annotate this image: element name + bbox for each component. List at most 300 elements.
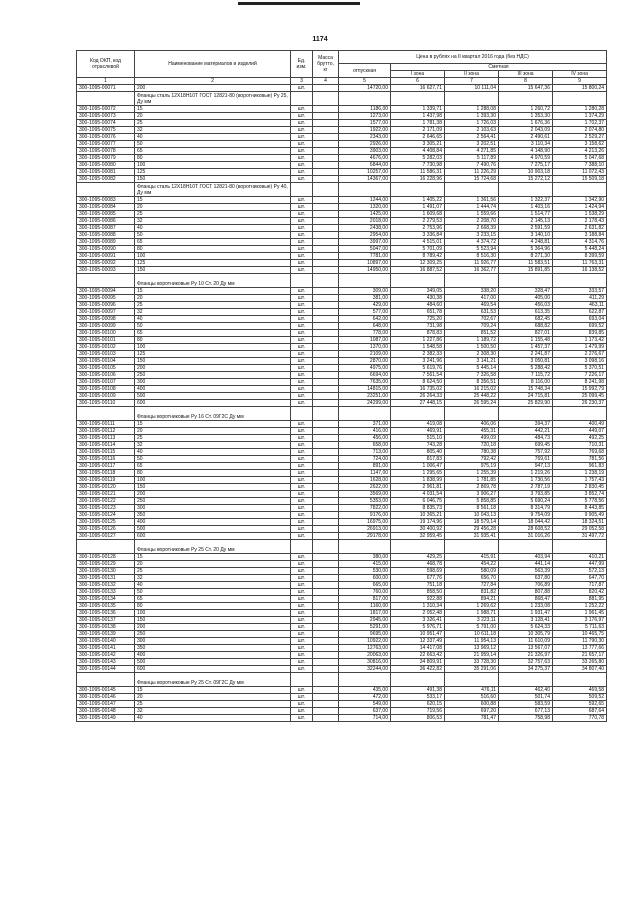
price-release: 7781,00 — [339, 253, 391, 260]
table-row — [77, 260, 607, 267]
row-name: 125 — [135, 351, 291, 358]
price-zone4: 463,11 — [553, 302, 607, 309]
price-zone1: 1 781,38 — [391, 120, 445, 127]
table-row — [77, 715, 607, 722]
price-zone1: 2 171,09 — [391, 127, 445, 134]
top-rule — [238, 2, 360, 5]
table-row — [77, 176, 607, 183]
price-release: 1160,00 — [339, 603, 391, 610]
table-row — [77, 155, 607, 162]
row-mass — [313, 582, 339, 589]
row-mass — [313, 491, 339, 498]
price-zone1: 1 006,47 — [391, 463, 445, 470]
row-code: 300-1095-00088 — [77, 232, 135, 239]
row-code: 300-1095-00077 — [77, 141, 135, 148]
price-zone2: 16 215,02 — [445, 386, 499, 393]
row-name: 300 — [135, 379, 291, 386]
price-zone4: 1 173,42 — [553, 337, 607, 344]
table-row — [77, 211, 607, 218]
col-number: 5 — [339, 78, 391, 85]
price-release: 1273,00 — [339, 113, 391, 120]
price-zone1: 533,17 — [391, 694, 445, 701]
row-code: 300-1095-00102 — [77, 344, 135, 351]
price-zone3: 4 148,90 — [499, 148, 553, 155]
row-name: 350 — [135, 645, 291, 652]
table-row — [77, 204, 607, 211]
price-zone3: 699,45 — [499, 442, 553, 449]
price-zone1: 27 448,15 — [391, 400, 445, 407]
row-unit: шт. — [291, 519, 313, 526]
table-row — [77, 638, 607, 645]
table-row — [77, 246, 607, 253]
price-zone2: 5 523,94 — [445, 246, 499, 253]
price-zone1: 1 295,65 — [391, 470, 445, 477]
price-zone2: 1 269,62 — [445, 603, 499, 610]
row-unit: шт. — [291, 470, 313, 477]
price-zone2: 476,11 — [445, 687, 499, 694]
row-code — [77, 274, 135, 288]
table-row — [77, 113, 607, 120]
row-mass — [313, 288, 339, 295]
section-title: Фланцы воротниковые Ру 16 Ст. 09Г2С Ду мм — [135, 407, 291, 421]
price-zone3: 405,00 — [499, 295, 553, 302]
row-unit: шт. — [291, 568, 313, 575]
row-name: 250 — [135, 372, 291, 379]
section-title: Фланцы сталь 12Х18Н10Т ГОСТ 12821-80 (воротниковые) Ру 25, Ду мм — [135, 92, 291, 106]
header-name: Наименование материалов и изделий — [135, 51, 291, 78]
table-row — [77, 498, 607, 505]
row-unit: шт. — [291, 127, 313, 134]
row-unit: шт. — [291, 295, 313, 302]
section-header-row — [77, 407, 607, 421]
price-release: 14950,00 — [339, 267, 391, 274]
price-zone4: 15 992,79 — [553, 386, 607, 393]
price-release: 714,00 — [339, 715, 391, 722]
price-zone4: 5 711,63 — [553, 624, 607, 631]
row-mass — [313, 127, 339, 134]
row-code — [77, 540, 135, 554]
price-zone1: 817,83 — [391, 456, 445, 463]
price-zone2: 11 926,77 — [445, 260, 499, 267]
row-name: 50 — [135, 589, 291, 596]
table-row — [77, 533, 607, 540]
price-zone2: 894,21 — [445, 596, 499, 603]
price-zone2: 417,00 — [445, 295, 499, 302]
row-mass — [313, 687, 339, 694]
price-zone1: 12 337,49 — [391, 638, 445, 645]
empty-cell — [313, 92, 339, 106]
table-row — [77, 134, 607, 141]
row-name: 500 — [135, 526, 291, 533]
row-code: 300-1095-00144 — [77, 666, 135, 673]
price-zone2: 8 356,51 — [445, 379, 499, 386]
col-number: 6 — [391, 78, 445, 85]
row-name: 20 — [135, 428, 291, 435]
table-row — [77, 428, 607, 435]
price-zone4: 8 241,98 — [553, 379, 607, 386]
price-zone3: 769,61 — [499, 456, 553, 463]
row-mass — [313, 505, 339, 512]
table-row — [77, 393, 607, 400]
price-zone2: 1 559,66 — [445, 211, 499, 218]
price-zone4: 1 757,43 — [553, 477, 607, 484]
price-zone3: 1 233,08 — [499, 603, 553, 610]
col-number: 3 — [291, 78, 313, 85]
table-row — [77, 358, 607, 365]
price-zone3: 1 514,77 — [499, 211, 553, 218]
row-code: 300-1095-00111 — [77, 421, 135, 428]
price-release: 600,00 — [339, 575, 391, 582]
table-row — [77, 659, 607, 666]
empty-cell — [445, 407, 499, 421]
price-release: 648,00 — [339, 323, 391, 330]
price-zone4: 469,58 — [553, 687, 607, 694]
row-unit: шт. — [291, 239, 313, 246]
price-zone4: 410,21 — [553, 554, 607, 561]
table-row — [77, 470, 607, 477]
price-zone4: 622,87 — [553, 309, 607, 316]
price-zone4: 1 280,28 — [553, 106, 607, 113]
price-zone4: 2 631,82 — [553, 225, 607, 232]
price-release: 381,00 — [339, 295, 391, 302]
row-name: 65 — [135, 148, 291, 155]
table-row — [77, 435, 607, 442]
row-code: 300-1095-00104 — [77, 358, 135, 365]
row-unit: шт. — [291, 246, 313, 253]
price-release: 7822,00 — [339, 505, 391, 512]
row-unit: шт. — [291, 176, 313, 183]
price-zone3: 24 715,81 — [499, 393, 553, 400]
col-number: 9 — [553, 78, 607, 85]
price-zone1: 743,28 — [391, 442, 445, 449]
table-row — [77, 456, 607, 463]
row-code: 300-1095-00135 — [77, 603, 135, 610]
price-zone1: 11 586,31 — [391, 169, 445, 176]
row-name: 350 — [135, 512, 291, 519]
row-name: 20 — [135, 295, 291, 302]
row-mass — [313, 715, 339, 722]
row-unit: шт. — [291, 582, 313, 589]
price-zone1: 719,56 — [391, 708, 445, 715]
price-zone2: 5 791,00 — [445, 624, 499, 631]
price-release: 7635,00 — [339, 379, 391, 386]
row-mass — [313, 617, 339, 624]
row-code: 300-1095-00140 — [77, 638, 135, 645]
price-release: 637,00 — [339, 708, 391, 715]
price-zone4: 7 226,17 — [553, 372, 607, 379]
row-mass — [313, 624, 339, 631]
price-zone2: 15 724,68 — [445, 176, 499, 183]
price-release: 6844,00 — [339, 162, 391, 169]
price-zone1: 32 959,45 — [391, 533, 445, 540]
price-release: 891,00 — [339, 463, 391, 470]
header-zone3: III зона — [499, 71, 553, 78]
price-release: 10922,00 — [339, 638, 391, 645]
price-zone4: 21 657,17 — [553, 652, 607, 659]
price-zone1: 1 609,68 — [391, 211, 445, 218]
row-name: 25 — [135, 302, 291, 309]
table-row — [77, 491, 607, 498]
row-code — [77, 92, 135, 106]
price-zone1: 5 976,71 — [391, 624, 445, 631]
price-zone4: 5 448,24 — [553, 246, 607, 253]
price-zone2: 406,06 — [445, 421, 499, 428]
page-number: 1174 — [312, 36, 328, 43]
row-unit: шт. — [291, 498, 313, 505]
price-zone2: 1 288,08 — [445, 106, 499, 113]
price-zone3: 11 583,51 — [499, 260, 553, 267]
price-zone1: 19 174,96 — [391, 519, 445, 526]
price-zone2: 3 223,11 — [445, 617, 499, 624]
row-code: 300-1095-00092 — [77, 260, 135, 267]
row-mass — [313, 351, 339, 358]
row-name: 32 — [135, 708, 291, 715]
section-header-row — [77, 183, 607, 197]
table-row — [77, 127, 607, 134]
row-mass — [313, 379, 339, 386]
price-zone3: 1 676,36 — [499, 120, 553, 127]
price-zone3: 15 647,36 — [499, 85, 553, 92]
row-mass — [313, 554, 339, 561]
price-zone1: 484,60 — [391, 302, 445, 309]
price-zone4: 13 777,66 — [553, 645, 607, 652]
price-zone4: 769,68 — [553, 449, 607, 456]
row-name: 32 — [135, 218, 291, 225]
row-mass — [313, 449, 339, 456]
row-code: 300-1095-00115 — [77, 449, 135, 456]
price-zone1: 2 961,81 — [391, 484, 445, 491]
price-zone1: 2 753,96 — [391, 225, 445, 232]
price-zone2: 2 103,63 — [445, 127, 499, 134]
price-zone1: 26 264,33 — [391, 393, 445, 400]
price-zone3: 1 353,30 — [499, 113, 553, 120]
row-mass — [313, 232, 339, 239]
header-estimated: Сметная — [391, 64, 607, 71]
price-zone4: 2 830,45 — [553, 484, 607, 491]
row-mass — [313, 141, 339, 148]
price-table — [76, 50, 607, 722]
row-mass — [313, 302, 339, 309]
row-unit: шт. — [291, 631, 313, 638]
row-mass — [313, 652, 339, 659]
row-mass — [313, 372, 339, 379]
price-release: 415,00 — [339, 561, 391, 568]
price-zone4: 687,64 — [553, 708, 607, 715]
row-code: 300-1095-00094 — [77, 288, 135, 295]
price-zone3: 442,21 — [499, 428, 553, 435]
price-zone3: 757,92 — [499, 449, 553, 456]
price-release: 1370,00 — [339, 344, 391, 351]
row-code: 300-1095-00113 — [77, 435, 135, 442]
table-row — [77, 330, 607, 337]
price-zone4: 881,95 — [553, 596, 607, 603]
price-zone4: 449,07 — [553, 428, 607, 435]
row-mass — [313, 701, 339, 708]
row-name: 15 — [135, 687, 291, 694]
price-zone4: 5 047,68 — [553, 155, 607, 162]
table-row — [77, 687, 607, 694]
row-name: 100 — [135, 477, 291, 484]
price-release: 429,00 — [339, 302, 391, 309]
row-code: 300-1095-00110 — [77, 400, 135, 407]
row-code: 300-1095-00124 — [77, 512, 135, 519]
table-row — [77, 344, 607, 351]
row-unit: шт. — [291, 351, 313, 358]
section-title: Фланцы воротниковые Ру 25 Ст. 20 Ду мм — [135, 540, 291, 554]
col-number: 7 — [445, 78, 499, 85]
row-unit: шт. — [291, 365, 313, 372]
price-zone2: 4 271,85 — [445, 148, 499, 155]
row-code: 300-1095-00089 — [77, 239, 135, 246]
empty-cell — [313, 540, 339, 554]
row-mass — [313, 519, 339, 526]
row-name: 25 — [135, 701, 291, 708]
row-mass — [313, 603, 339, 610]
table-row — [77, 162, 607, 169]
table-row — [77, 197, 607, 204]
price-zone2: 16 362,77 — [445, 267, 499, 274]
price-zone1: 4 408,84 — [391, 148, 445, 155]
row-unit: шт. — [291, 288, 313, 295]
row-name: 50 — [135, 232, 291, 239]
row-code: 300-1095-00131 — [77, 575, 135, 582]
table-row — [77, 645, 607, 652]
row-mass — [313, 134, 339, 141]
row-name: 125 — [135, 169, 291, 176]
price-zone3: 1 457,37 — [499, 344, 553, 351]
row-name: 20 — [135, 561, 291, 568]
row-mass — [313, 169, 339, 176]
row-code: 300-1095-00130 — [77, 568, 135, 575]
price-zone3: 5 690,24 — [499, 498, 553, 505]
price-zone2: 10 043,13 — [445, 512, 499, 519]
price-zone3: 947,13 — [499, 463, 553, 470]
table-row — [77, 666, 607, 673]
row-unit: шт. — [291, 386, 313, 393]
row-code: 300-1095-00079 — [77, 155, 135, 162]
price-zone3: 682,45 — [499, 316, 553, 323]
price-zone4: 4 314,76 — [553, 239, 607, 246]
row-code: 300-1095-00091 — [77, 253, 135, 260]
price-zone4: 7 388,10 — [553, 162, 607, 169]
row-name: 20 — [135, 113, 291, 120]
row-code: 300-1095-00103 — [77, 351, 135, 358]
price-zone2: 11 954,13 — [445, 638, 499, 645]
table-row — [77, 309, 607, 316]
empty-cell — [553, 407, 607, 421]
table-row — [77, 316, 607, 323]
price-release: 2438,00 — [339, 225, 391, 232]
row-unit: шт. — [291, 134, 313, 141]
row-unit: шт. — [291, 505, 313, 512]
row-code: 300-1095-00136 — [77, 610, 135, 617]
row-unit: шт. — [291, 666, 313, 673]
table-row — [77, 631, 607, 638]
price-zone2: 338,20 — [445, 288, 499, 295]
row-code: 300-1095-00142 — [77, 652, 135, 659]
empty-cell — [553, 183, 607, 197]
row-name: 400 — [135, 519, 291, 526]
row-name: 100 — [135, 344, 291, 351]
row-code: 300-1095-00119 — [77, 477, 135, 484]
price-zone2: 2 869,78 — [445, 484, 499, 491]
row-code: 300-1095-00095 — [77, 295, 135, 302]
table-row — [77, 596, 607, 603]
table-row — [77, 386, 607, 393]
row-code: 300-1095-00121 — [77, 491, 135, 498]
row-code — [77, 673, 135, 687]
price-zone1: 1 838,99 — [391, 477, 445, 484]
row-name: 65 — [135, 330, 291, 337]
empty-cell — [445, 673, 499, 687]
price-zone3: 758,98 — [499, 715, 553, 722]
row-code: 300-1095-00112 — [77, 428, 135, 435]
price-zone4: 1 424,94 — [553, 204, 607, 211]
row-mass — [313, 365, 339, 372]
row-code: 300-1095-00098 — [77, 316, 135, 323]
price-release: 642,00 — [339, 316, 391, 323]
price-release: 778,00 — [339, 330, 391, 337]
row-unit: шт. — [291, 554, 313, 561]
price-zone2: 631,53 — [445, 309, 499, 316]
price-zone2: 2 308,30 — [445, 351, 499, 358]
price-zone1: 1 339,71 — [391, 106, 445, 113]
price-zone4: 781,56 — [553, 456, 607, 463]
row-code: 300-1095-00081 — [77, 169, 135, 176]
price-zone2: 5 117,89 — [445, 155, 499, 162]
price-zone4: 8 443,85 — [553, 505, 607, 512]
row-mass — [313, 659, 339, 666]
table-row — [77, 484, 607, 491]
price-zone2: 727,84 — [445, 582, 499, 589]
empty-cell — [313, 183, 339, 197]
row-name: 150 — [135, 484, 291, 491]
price-zone3: 456,03 — [499, 302, 553, 309]
row-name: 80 — [135, 470, 291, 477]
empty-cell — [499, 673, 553, 687]
price-zone3: 677,13 — [499, 708, 553, 715]
empty-cell — [553, 92, 607, 106]
price-zone3: 28 608,52 — [499, 526, 553, 533]
row-name: 25 — [135, 120, 291, 127]
row-code: 300-1095-00137 — [77, 617, 135, 624]
price-zone3: 3 140,10 — [499, 232, 553, 239]
price-zone1: 3 336,84 — [391, 232, 445, 239]
price-release: 2926,00 — [339, 141, 391, 148]
price-zone3: 25 829,90 — [499, 400, 553, 407]
row-code: 300-1095-00073 — [77, 113, 135, 120]
row-unit: шт. — [291, 526, 313, 533]
price-zone4: 26 230,37 — [553, 400, 607, 407]
price-zone2: 3 141,21 — [445, 358, 499, 365]
price-zone4: 447,99 — [553, 561, 607, 568]
price-zone3: 7 115,72 — [499, 372, 553, 379]
row-name: 20 — [135, 694, 291, 701]
row-code — [77, 183, 135, 197]
price-zone2: 2 668,39 — [445, 225, 499, 232]
price-zone2: 1 988,71 — [445, 610, 499, 617]
table-row — [77, 288, 607, 295]
row-name: 40 — [135, 715, 291, 722]
row-code: 300-1095-00075 — [77, 127, 135, 134]
price-zone3: 462,40 — [499, 687, 553, 694]
price-zone1: 1 491,07 — [391, 204, 445, 211]
price-zone1: 12 309,25 — [391, 260, 445, 267]
row-mass — [313, 267, 339, 274]
price-zone2: 13 969,12 — [445, 645, 499, 652]
price-zone4: 1 342,90 — [553, 197, 607, 204]
price-zone4: 2 529,27 — [553, 134, 607, 141]
